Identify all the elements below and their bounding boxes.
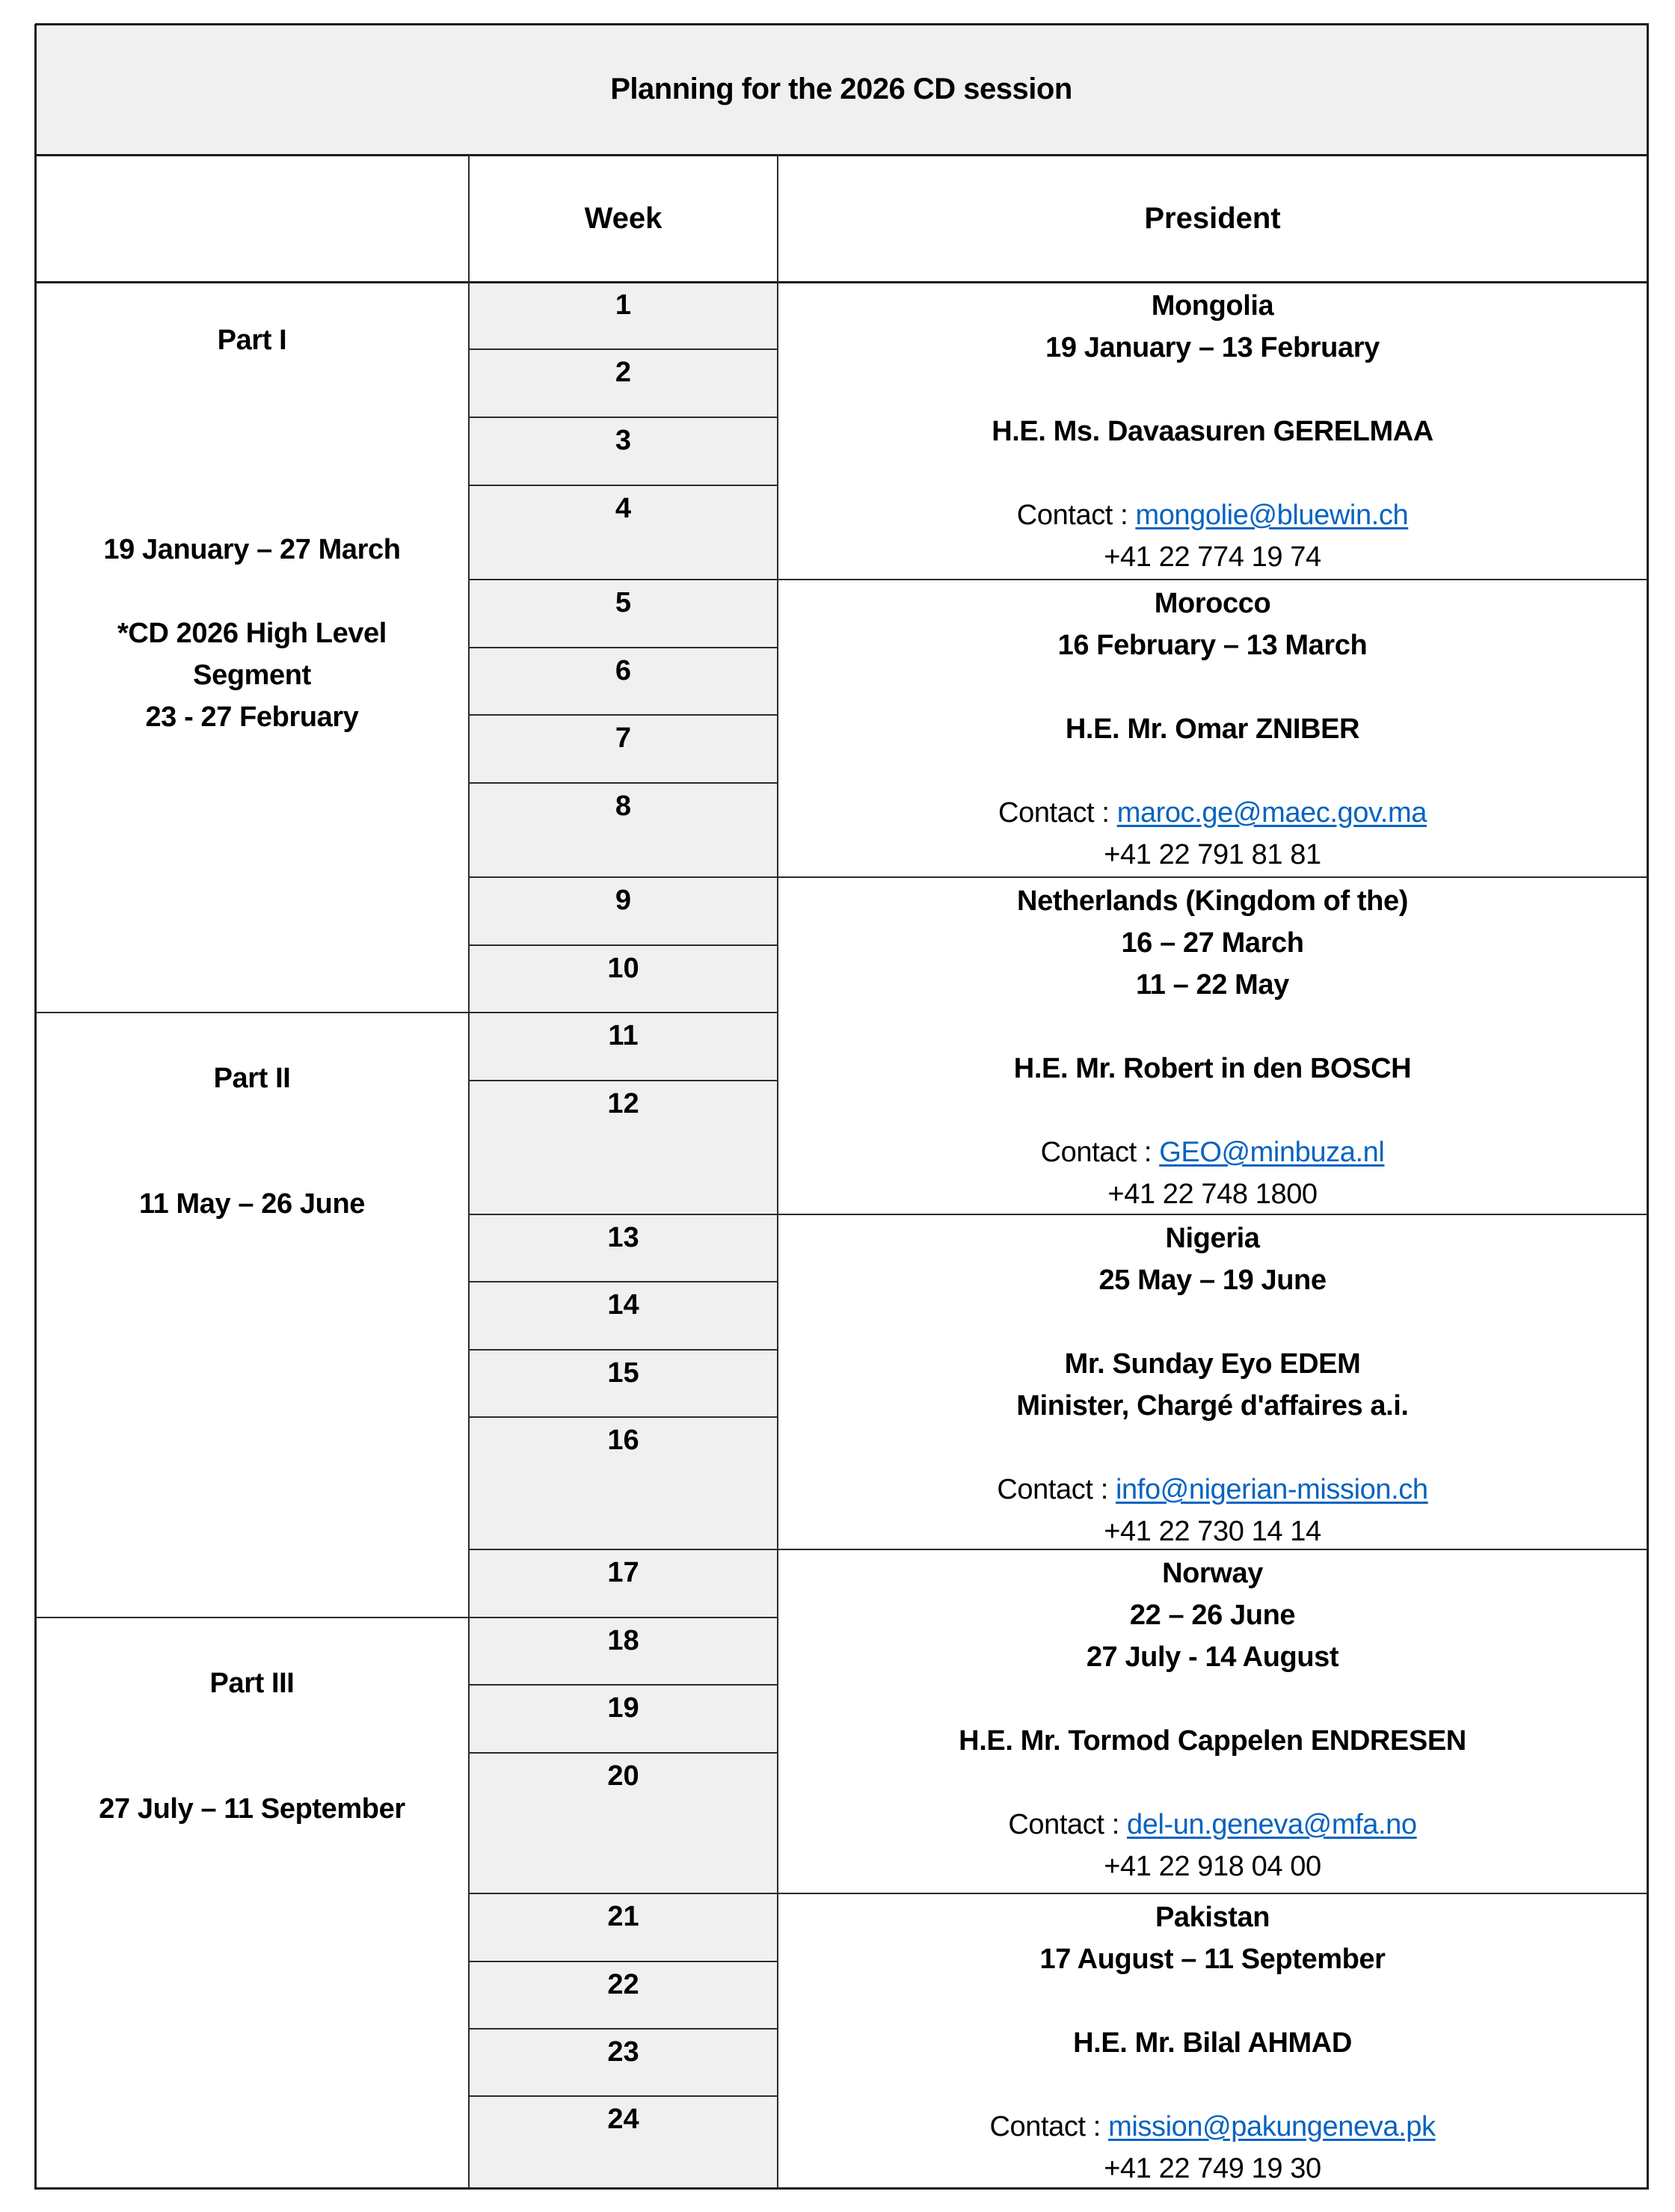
presidency-period: 16 February – 13 March	[1057, 630, 1368, 661]
grid-line	[34, 24, 37, 2190]
grid-line	[468, 155, 470, 2188]
grid-line	[469, 1549, 778, 1550]
presidency-cell	[778, 1549, 1647, 1893]
contact-email-link[interactable]: del-un.geneva@mfa.no	[1127, 1809, 1417, 1840]
country-name: Morocco	[1154, 588, 1271, 619]
week-cell: 17	[469, 1549, 778, 1617]
week-cell: 24	[469, 2096, 778, 2188]
grid-line	[469, 348, 778, 350]
presidency-period: 19 January – 13 February	[1045, 332, 1380, 363]
header-president: President	[1144, 201, 1281, 235]
contact-email-link[interactable]: GEO@minbuza.nl	[1159, 1137, 1385, 1168]
grid-line	[469, 1617, 778, 1618]
week-cell: 11	[469, 1013, 778, 1081]
part-dates: 19 January – 27 March	[103, 534, 401, 565]
part-cell	[35, 282, 469, 1013]
grid-line	[469, 944, 778, 946]
header-part	[35, 155, 469, 282]
contact-phone: +41 22 791 81 81	[1104, 839, 1321, 870]
president-name: H.E. Mr. Omar ZNIBER	[1065, 713, 1360, 745]
president-name: Mr. Sunday Eyo EDEM	[1064, 1348, 1361, 1380]
presidency-period: 27 July - 14 August	[1086, 1641, 1339, 1673]
header-week: Week	[584, 201, 663, 235]
grid-line	[469, 1281, 778, 1282]
grid-line	[469, 417, 778, 418]
grid-line	[778, 876, 1647, 878]
presidency-cell	[778, 282, 1647, 580]
contact-phone: +41 22 918 04 00	[1104, 1851, 1321, 1882]
week-cell: 12	[469, 1081, 778, 1214]
grid-line	[778, 1214, 1647, 1215]
part-cell	[35, 1013, 469, 1617]
week-cell: 23	[469, 2029, 778, 2096]
week-cell: 9	[469, 877, 778, 945]
grid-line	[469, 485, 778, 486]
week-cell: 14	[469, 1282, 778, 1350]
grid-line	[777, 155, 778, 2188]
grid-line	[469, 1752, 778, 1754]
grid-line	[469, 782, 778, 784]
president-name: H.E. Mr. Robert in den BOSCH	[1013, 1053, 1412, 1084]
presidency-cell	[778, 877, 1647, 1214]
week-cell: 7	[469, 715, 778, 783]
high-level-segment-note: *CD 2026 High Level	[117, 618, 387, 649]
contact-phone: +41 22 730 14 14	[1104, 1516, 1321, 1547]
week-cell: 16	[469, 1417, 778, 1549]
president-name: H.E. Mr. Bilal AHMAD	[1073, 2027, 1352, 2059]
grid-line	[35, 2187, 1649, 2190]
grid-line	[469, 1012, 778, 1013]
grid-line	[469, 1961, 778, 1962]
grid-line	[778, 1549, 1647, 1550]
week-cell: 1	[469, 282, 778, 349]
grid-line	[469, 714, 778, 716]
contact-email-link[interactable]: info@nigerian-mission.ch	[1116, 1474, 1428, 1505]
country-name: Mongolia	[1151, 290, 1274, 322]
presidency-cell	[778, 1214, 1647, 1549]
grid-line	[35, 1617, 469, 1618]
contact-line	[778, 2106, 1647, 2148]
week-cell: 19	[469, 1685, 778, 1753]
part-label: Part I	[217, 325, 287, 356]
week-cell: 10	[469, 945, 778, 1013]
contact-phone: +41 22 749 19 30	[1104, 2153, 1321, 2184]
week-cell: 8	[469, 783, 778, 877]
grid-line	[469, 1893, 778, 1894]
contact-phone: +41 22 748 1800	[1107, 1179, 1318, 1210]
table-title: Planning for the 2026 CD session	[35, 24, 1647, 155]
country-name: Nigeria	[1165, 1223, 1260, 1254]
contact-email-link[interactable]: maroc.ge@maec.gov.ma	[1116, 797, 1427, 829]
president-name: H.E. Ms. Davaasuren GERELMAA	[992, 416, 1433, 447]
contact-label: Contact :	[997, 1474, 1116, 1505]
contact-label: Contact :	[1008, 1809, 1128, 1840]
contact-label: Contact :	[1040, 1137, 1160, 1168]
presidency-period: 22 – 26 June	[1129, 1600, 1296, 1631]
presidency-cell	[778, 1893, 1647, 2188]
part-dates: 27 July – 11 September	[99, 1793, 405, 1825]
grid-line	[469, 1416, 778, 1418]
week-cell: 21	[469, 1893, 778, 1961]
week-cell: 2	[469, 349, 778, 417]
grid-line	[469, 2028, 778, 2030]
part-label: Part III	[209, 1668, 295, 1699]
contact-phone: +41 22 774 19 74	[1104, 541, 1321, 573]
presidency-cell	[778, 580, 1647, 877]
grid-line	[469, 1080, 778, 1081]
part-dates: 11 May – 26 June	[138, 1188, 366, 1220]
grid-line	[469, 1214, 778, 1215]
grid-line	[778, 1893, 1647, 1894]
high-level-segment-note: 23 - 27 February	[145, 701, 359, 733]
grid-line	[469, 579, 778, 580]
week-cell: 4	[469, 485, 778, 580]
contact-line	[778, 1469, 1647, 1511]
week-cell: 22	[469, 1961, 778, 2029]
grid-line	[469, 876, 778, 878]
contact-line	[778, 792, 1647, 834]
contact-label: Contact :	[989, 2111, 1109, 2142]
week-cell: 13	[469, 1214, 778, 1282]
presidency-period: 25 May – 19 June	[1098, 1265, 1327, 1296]
grid-line	[469, 1349, 778, 1351]
week-cell: 3	[469, 417, 778, 485]
grid-line	[469, 1684, 778, 1686]
week-cell: 18	[469, 1617, 778, 1685]
grid-line	[35, 154, 1649, 156]
grid-line	[1647, 24, 1649, 2190]
grid-line	[778, 579, 1647, 580]
contact-email-link[interactable]: mongolie@bluewin.ch	[1135, 500, 1409, 531]
part-label: Part II	[213, 1063, 291, 1094]
grid-line	[35, 281, 1649, 283]
country-name: Netherlands (Kingdom of the)	[1017, 885, 1408, 917]
president-name: Minister, Chargé d'affaires a.i.	[1016, 1390, 1409, 1422]
week-cell: 5	[469, 580, 778, 648]
grid-line	[469, 647, 778, 648]
president-name: H.E. Mr. Tormod Cappelen ENDRESEN	[959, 1725, 1466, 1757]
presidency-period: 17 August – 11 September	[1039, 1944, 1386, 1975]
country-name: Pakistan	[1155, 1902, 1270, 1933]
grid-line	[469, 2095, 778, 2097]
grid-line	[35, 23, 1649, 25]
contact-line	[778, 494, 1647, 536]
contact-label: Contact :	[998, 797, 1117, 829]
grid-line	[35, 1012, 469, 1013]
contact-line	[778, 1804, 1647, 1846]
contact-label: Contact :	[1016, 500, 1136, 531]
presidency-period: 11 – 22 May	[1136, 969, 1289, 1001]
high-level-segment-note: Segment	[193, 660, 311, 691]
week-cell: 20	[469, 1753, 778, 1893]
contact-email-link[interactable]: mission@pakungeneva.pk	[1108, 2111, 1436, 2142]
week-cell: 15	[469, 1350, 778, 1417]
presidency-period: 16 – 27 March	[1121, 927, 1304, 959]
contact-line	[778, 1131, 1647, 1173]
part-cell	[35, 1617, 469, 2188]
week-cell: 6	[469, 648, 778, 715]
country-name: Norway	[1162, 1558, 1263, 1589]
